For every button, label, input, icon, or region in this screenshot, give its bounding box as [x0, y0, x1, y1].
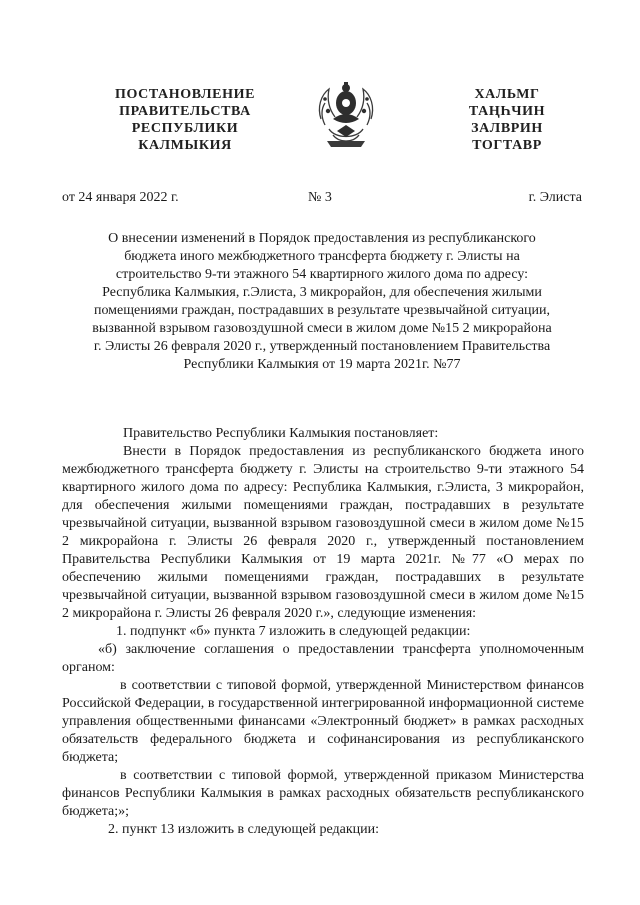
body-paragraph-amendment: Внести в Порядок предоставления из республиканского бюджета иного межбюджетного трансферта бюджету г. Элисты на строительство 9-ти этажного 54 квартирного жилого дома по адресу: Республика Калмыкия, г.Элиста, 3 микрорайон, для обеспечения жилыми помещениями граждан, пострадавших в результате чрезвычайной ситуации, вызванной взрывом газовоздушной смеси в жилом доме №15 2 микрорайона г. Элисты 26 февраля 2020 г., утвержденный постановлением Правительства Республики Калмыкия от 19 марта 2021г. №77 «О мерах по обеспечению жилыми помещениями граждан, пострадавших в результате чрезвычайной ситуации, вызванной взрывом газовоздушной смеси в жилом доме №15 2 микрорайона г. Элисты 26 февраля 2020 г.», следующие изменения:	[62, 444, 584, 621]
header-left-line: КАЛМЫКИЯ	[138, 138, 232, 153]
body-paragraph-item-2: 2. пункт 13 изложить в следующей редакции:	[108, 822, 379, 837]
body-paragraph-item-1: 1. подпункт «б» пункта 7 изложить в следующей редакции:	[116, 624, 471, 639]
header-right-line: ХАЛЬМГ	[474, 87, 540, 102]
document-body	[62, 425, 584, 839]
title-line: О внесении изменений в Порядок предоставления из республиканского	[108, 231, 536, 246]
body-paragraph-subitem-b: «б) заключение соглашения о предоставлении трансферта уполномоченным органом:	[62, 642, 584, 675]
header-left-line: РЕСПУБЛИКИ	[131, 121, 239, 136]
document-number: № 3	[308, 190, 332, 205]
document-meta-row	[62, 190, 582, 208]
header-left-line: ПОСТАНОВЛЕНИЕ	[114, 87, 256, 102]
coat-of-arms-emblem-icon	[313, 79, 379, 151]
title-line: Республика Калмыкия, г.Элиста, 3 микрорайон, для обеспечения жилыми	[102, 285, 542, 300]
header-right-title	[452, 86, 562, 154]
body-paragraph-federal-form: в соответствии с типовой формой, утвержденной Министерством финансов Российской Федерации, в государственной интегрированной информационной системе управления общественными финансами «Электронный бюджет» в рамках расходных обязательств федерального бюджета и софинансирования из республиканского бюджета;	[62, 678, 584, 765]
title-line: г. Элисты 26 февраля 2020 г., утвержденный постановлением Правительства	[93, 339, 551, 354]
document-city: г. Элиста	[528, 190, 582, 205]
title-line: строительство 9-ти этажного 54 квартирного жилого дома по адресу:	[115, 267, 529, 282]
header-right-line: ЗАЛВРИН	[471, 121, 543, 136]
header-right-line: ТАҢҺЧИН	[468, 104, 546, 119]
title-line: вызванной взрывом газовоздушной смеси в жилом доме №15 2 микрорайона	[92, 321, 552, 336]
header-right-line: ТОГТАВР	[472, 138, 542, 153]
document-title	[62, 230, 582, 374]
document-date: от 24 января 2022 г.	[62, 190, 179, 205]
title-line: бюджета иного межбюджетного трансферта бюджету г. Элисты на	[124, 249, 520, 264]
header-left-title	[95, 86, 275, 154]
body-paragraph-regional-form: в соответствии с типовой формой, утвержденной приказом Министерства финансов Республики Калмыкия в рамках расходных обязательств республиканского бюджета;»;	[62, 768, 584, 819]
header-left-line: ПРАВИТЕЛЬСТВА	[119, 104, 251, 119]
title-line: помещениями граждан, пострадавших в результате чрезвычайной ситуации,	[93, 303, 551, 318]
body-paragraph-resolution: Правительство Республики Калмыкия постановляет:	[123, 426, 439, 441]
title-line: Республики Калмыкия от 19 марта 2021г. №77	[183, 357, 461, 372]
